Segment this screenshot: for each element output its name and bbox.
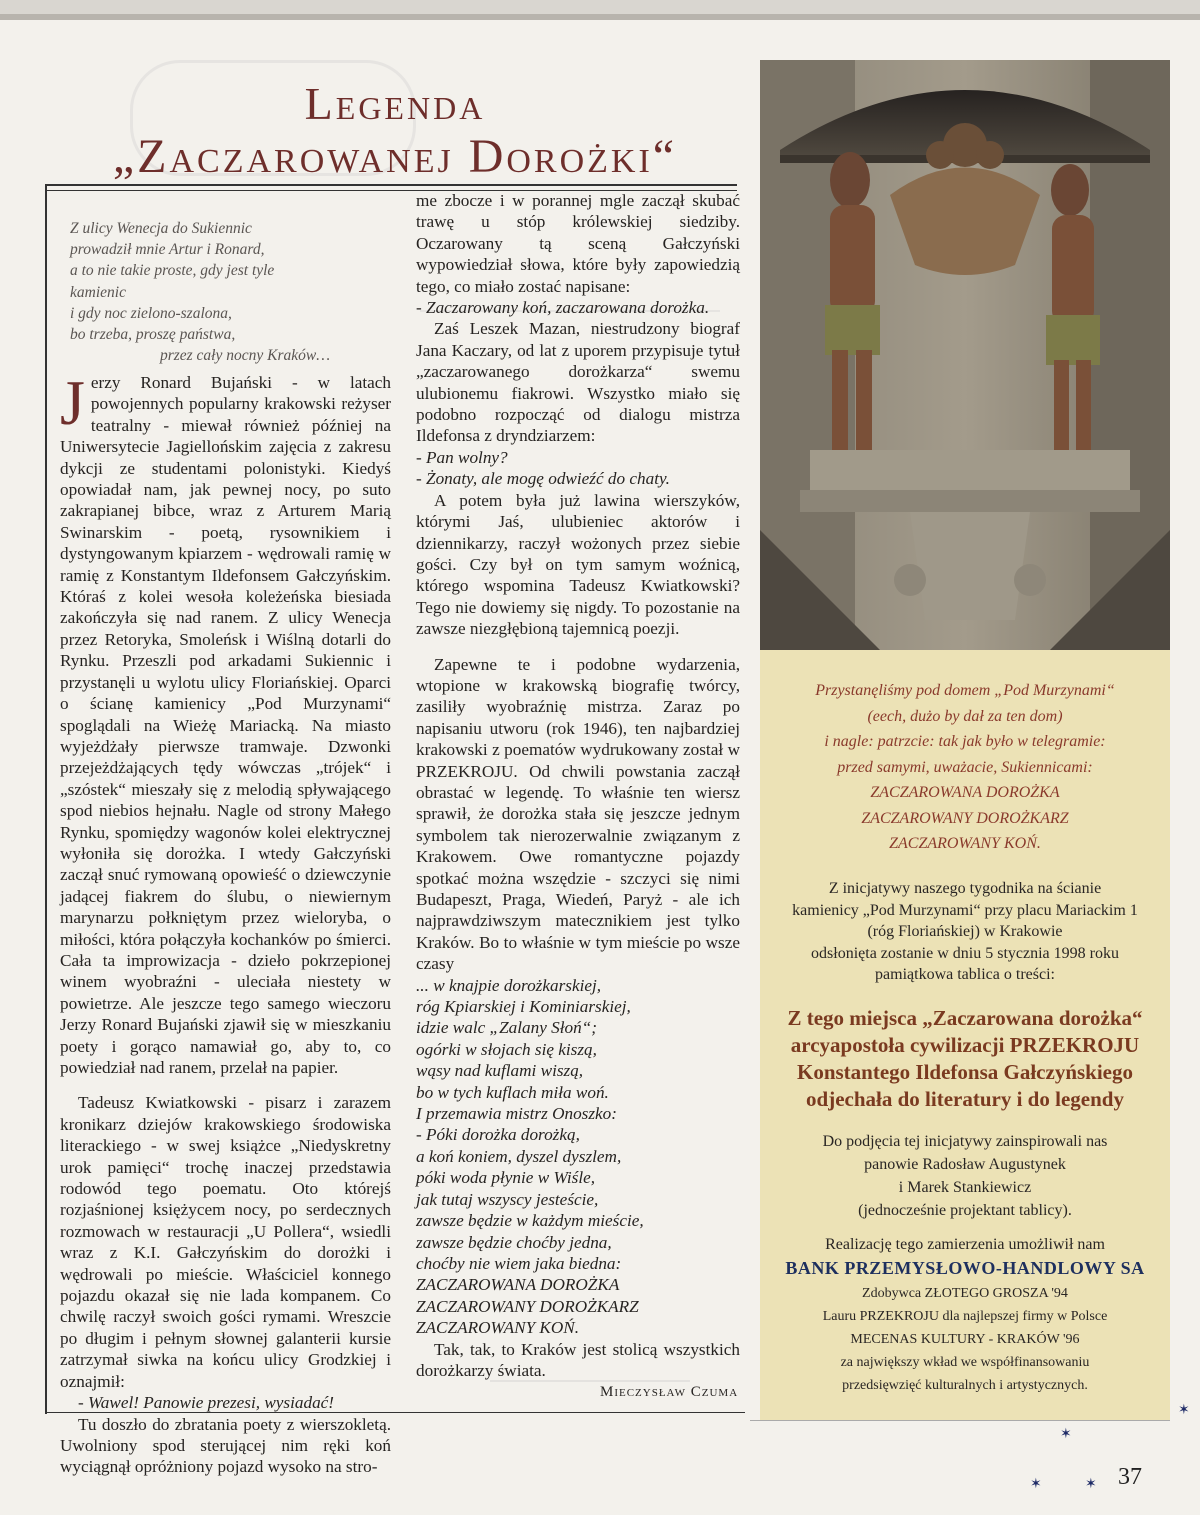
verse-line: ZACZAROWANY DOROŻKARZ: [416, 1296, 639, 1316]
realization-text: Realizację tego zamierzenia umożliwił nam: [825, 1236, 1105, 1253]
quote: - Zaczarowany koń, zaczarowana dorożka.: [416, 298, 710, 318]
verse-line: wąsy nad kuflami wiszą,: [416, 1061, 584, 1081]
plaque-line: arcyapostoła cywilizacji PRZEKROJU: [790, 1033, 1140, 1057]
awards-text: [760, 1282, 1170, 1397]
quote: - Pan wolny?: [416, 447, 508, 467]
building-photo: [760, 60, 1170, 650]
caption-line: Przystanęliśmy pod domem „Pod Murzynami“: [815, 682, 1115, 699]
verse-line: ZACZAROWANA DOROŻKA: [416, 1275, 620, 1295]
star-icon: ✶: [1060, 1427, 1072, 1442]
paragraph: A potem była już lawina wierszyków, którymi Jaś, ulubieniec aktorów i dziennikarzy, raczył wożonych przez siebie gości. Czy był on tym samym woźnicą, którego wspomina Tadeusz Kwiatkowski? Tego nie dowiemy się nigdy. To pozostanie na zawsze niezgłębioną tajemnicą poezji.: [416, 490, 740, 639]
caption-line: (eech, dużo by dał za ten dom): [867, 707, 1063, 725]
poem-line: a to nie takie proste, gdy jest tyle kamienic: [70, 262, 275, 301]
verse-line: choćby nie wiem jaka biedna:: [416, 1253, 622, 1273]
verse-line: zawsze będzie choćby jedna,: [416, 1232, 612, 1252]
info-line: kamienicy „Pod Murzynami“ przy placu Mariackim 1: [792, 901, 1138, 919]
info-box: [760, 650, 1170, 1420]
verse-line: - Póki dorożka dorożką,: [416, 1125, 580, 1145]
caption-line: ZACZAROWANY KOŃ.: [889, 835, 1041, 852]
plaque-line: Z tego miejsca „Zaczarowana dorożka“: [787, 1006, 1143, 1030]
info-text: [760, 878, 1170, 986]
caption-line: ZACZAROWANY DOROŻKARZ: [861, 809, 1069, 827]
top-rule: [45, 184, 737, 186]
intro-poem: [70, 218, 330, 366]
paragraph: Tu doszło do zbratania poety z wierszokletą. Uwolniony spod sterującej nim ręki koń wyciągnął opróżniony pojazd wysoko na stro-: [60, 1414, 391, 1477]
drop-cap: J: [60, 367, 85, 438]
awards-line: Lauru PRZEKROJU dla najlepszej firmy w Polsce: [822, 1309, 1108, 1324]
sculpture-illustration: [760, 60, 1170, 650]
paragraph: me zbocze i w porannej mgle zaczął skubać trawę u stóp królewskiej siedziby. Oczarowany tą sceną Gałczyński wypowiedział słowa, które były zapowiedzią tego, co miało zostać napisane:: [416, 191, 740, 296]
paragraph: [60, 367, 391, 1078]
verse-line: I przemawia mistrz Onoszko:: [416, 1104, 618, 1124]
info-line: (róg Floriańskiej) w Krakowie: [867, 923, 1063, 940]
star-icon: ✶: [1030, 1477, 1042, 1492]
sponsors-line: Do podjęcia tej inicjatywy zainspirowali nas: [822, 1133, 1108, 1150]
info-line: odsłonięta zostanie w dniu 5 stycznia 1998 roku: [811, 944, 1119, 962]
verse-line: jak tutaj wszyscy jesteście,: [416, 1189, 599, 1209]
poem-line: i gdy noc zielono-szalona,: [70, 304, 232, 322]
caption-line: i nagle: patrzcie: tak jak było w telegramie:: [824, 733, 1106, 750]
title-line-2: „Zaczarowanej Dorożki“: [112, 129, 678, 183]
verse-line: a koń koniem, dyszel dyszlem,: [416, 1146, 622, 1166]
paragraph: Tadeusz Kwiatkowski - pisarz i zarazem kronikarz dziejów krakowskiego środowiska literackiego - w swej książce „Niedyskretny urok pamięci“ trochę inaczej przedstawia rodowód tego poematu. Oto którejś rozjaśnionej księżycem nocy, po serdecznych rozmowach w restauracji „U Pollera“, wsiedli wraz z K.I. Gałczyńskim do dorożki i wędrowali po mieście. Właściciel konnego pojazdu okazał się nie lada kompanem. Co chwilę raczył swoich gości rymami. Wreszcie po długim i pełnym słownej galanterii kursie zatrzymał siwka na końcu ulicy Grodzkiej i oznajmił:: [60, 1093, 391, 1391]
title-line-1: Legenda: [304, 78, 486, 129]
info-line: pamiątkowa tablica o treści:: [875, 966, 1055, 983]
verse: [416, 975, 740, 1339]
caption-line: przed samymi, uważacie, Sukiennicami:: [837, 758, 1093, 776]
star-icon: ✶: [1085, 1477, 1097, 1492]
page-top-edge: [0, 0, 1200, 14]
plaque-text: [760, 1005, 1170, 1113]
plaque-line: odjechała do literatury i do legendy: [806, 1087, 1124, 1111]
info-line: Z inicjatywy naszego tygodnika na ścianie: [828, 880, 1102, 897]
left-vertical-rule: [45, 184, 47, 1414]
awards-line: Zdobywca ZŁOTEGO GROSZA '94: [862, 1286, 1068, 1301]
quote: - Żonaty, ale mogę odwieźć do chaty.: [416, 469, 670, 489]
paragraph-text: erzy Ronard Bujański - w latach powojennych popularny krakowski reżyser teatralny - miewał również później na Uniwersytecie Jagiellońskim zajęcia z zakresu dykcji ze studentami polonistyki. Kiedyś opowiadał nam, jak pewnej nocy, po suto zakrapianej bibce, wraz z Arturem Marią Swinarskim - poetą, rysownikiem i dystyngowanym kpiarzem - wędrowali ramię w ramię z Konstantym Ildefonsem Gałczyńskim. Któraś z kolei wesoła koleżeńska biesiada zakończyła się nad ranem. Z ulicy Wenecja przez Retoryka, Smoleńsk i Wiślną dotarli do Rynku. Przeszli pod arkadami Sukiennic i przystanęli u wylotu ulicy Floriańskiej. Oparci o ścianę kamienicy „Pod Murzynami“ spoglądali na Wieżę Mariacką. Na miasto wyjeżdżały pierwsze tramwaje. Dzwonki przejeżdżających tędy wówczas „trójek“ i „szóstek“ mieszały się z melodią spływającego spod niebios hejnału. Nagle od strony Małego Rynku, spomiędzy wagonów kolei elektrycznej wyłoniła się dorożka. I wtedy Gałczyński zaczął snuć rymowaną opowieść o dziewczynie jadącej fiakrem do ślubu, o niewiernym marynarzu połkniętym przez wieloryba, o miłości, która połączyła kochanków po śmierci. Cała ta improwizacja - dzieło pokrzepionej winem wyobraźni - uleciała niestety w powietrze. Ale jeszcze tego samego wieczoru Jerzy Ronard Bujański zjawił się w mieszkaniu poety i gorąco namawiał go, aby to, co powiedział nad ranem, przelał na papier.: [60, 373, 391, 1077]
verse-line: ... w knajpie dorożkarskiej,: [416, 975, 602, 995]
left-column: [60, 367, 391, 1478]
paragraph: Zaś Leszek Mazan, niestrudzony biograf Jana Kaczary, od lat z uporem przypisuje tytuł „zaczarowanego dorożkarza“ swemu ulubionemu fiakrowi. Wszystko miało się podobno rozpocząć od dialogu mistrza Ildefonsa z dryndziarzem:: [416, 319, 740, 446]
sponsors-line: panowie Radosław Augustynek: [864, 1156, 1066, 1173]
caption-line: ZACZAROWANA DOROŻKA: [870, 784, 1060, 801]
poem-line: prowadził mnie Artur i Ronard,: [70, 241, 265, 259]
poem-line: bo trzeba, proszę państwa,: [70, 326, 236, 344]
plaque-line: Konstantego Ildefonsa Gałczyńskiego: [796, 1060, 1134, 1084]
page-top-shadow: [0, 14, 1200, 20]
verse-line: póki woda płynie w Wiśle,: [416, 1168, 596, 1188]
caption: [760, 678, 1170, 857]
verse-line: ZACZAROWANY KOŃ.: [416, 1318, 580, 1338]
verse-line: zawsze będzie w każdym mieście,: [416, 1211, 644, 1231]
verse-line: ogórki w słojach się kiszą,: [416, 1039, 597, 1059]
bottom-rule: [45, 1412, 745, 1413]
sponsors-line: i Marek Stankiewicz: [898, 1179, 1032, 1196]
verse-line: idzie walc „Zalany Słoń“;: [416, 1018, 597, 1038]
page-number: 37: [1118, 1464, 1142, 1490]
right-column: [416, 190, 740, 1381]
article-title: [60, 78, 730, 183]
author-signature: Mieczysław Czuma: [600, 1384, 739, 1400]
awards-line: MECENAS KULTURY - KRAKÓW '96: [850, 1332, 1080, 1347]
star-icon: ✶: [1178, 1403, 1190, 1418]
poem-line: przez cały nocny Kraków…: [159, 347, 330, 365]
sponsors-text: [760, 1130, 1170, 1222]
paragraph: Tak, tak, to Kraków jest stolicą wszystkich dorożkarzy świata.: [416, 1339, 740, 1380]
quote: - Wawel! Panowie prezesi, wysiadać!: [78, 1393, 335, 1413]
awards-line: za największy wkład we współfinansowaniu: [840, 1355, 1090, 1370]
footer-rule: [750, 1420, 1170, 1421]
sponsors-line: (jednocześnie projektant tablicy).: [858, 1202, 1072, 1219]
verse-line: róg Kpiarskiej i Kominiarskiej,: [416, 997, 631, 1017]
verse-line: bo w tych kuflach miła woń.: [416, 1082, 609, 1102]
paragraph: Zapewne te i podobne wydarzenia, wtopione w krakowską biografię twórcy, zasiliły wyobraźnię mistrza. Zaraz po napisaniu utworu (rok 1946), ten najbardziej krakowski z poematów wydrukowany został w PRZEKROJU. Od chwili powstania zaczął obrastać w legendę. To właśnie ten wiersz sprawił, że dorożka stała się jeszcze jednym symbolem tak nierozerwalnie związanym z Krakowem. Owe romantyczne pojazdy spotkać można wszędzie - szczyci się nimi Budapeszt, Praga, Wiedeń, Paryż - ale ich najprawdziwszym matecznikiem jest tylko Kraków. Bo to właśnie w tym mieście po wsze czasy: [416, 654, 740, 974]
bank-name: BANK PRZEMYSŁOWO-HANDLOWY SA: [785, 1258, 1145, 1278]
awards-line: przedsięwzięć kulturalnych i artystycznych.: [842, 1378, 1088, 1393]
poem-line: Z ulicy Wenecja do Sukiennic: [70, 220, 252, 237]
